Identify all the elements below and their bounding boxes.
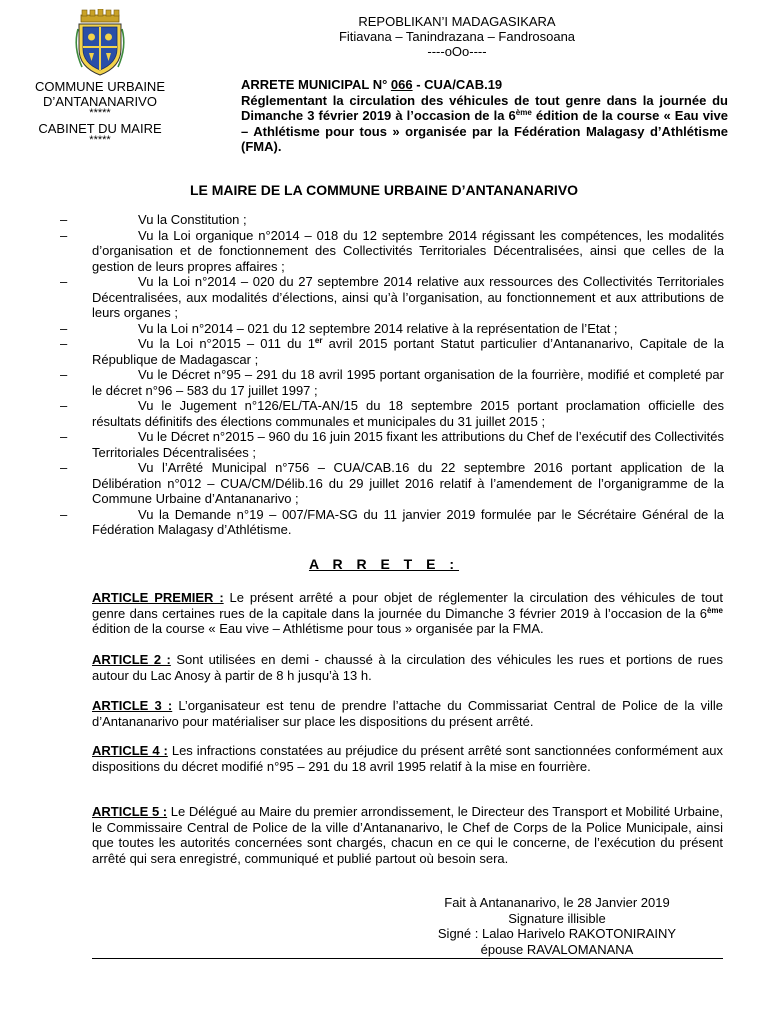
signature-note: Signature illisible xyxy=(508,910,606,926)
article-5 xyxy=(92,804,723,866)
consideration-text: Vu le Décret n°95 – 291 du 18 avril 1995 portant organisation de la fourrière, modifié et completé par le décret n°96 – 583 du 17 juillet 1997 ; xyxy=(92,367,724,398)
commune-name xyxy=(14,79,186,145)
article-4 xyxy=(92,743,723,774)
signatory-spouse: épouse RAVALOMANANA xyxy=(480,941,634,957)
ornament: ----oOo---- xyxy=(427,44,487,59)
republic-header xyxy=(186,14,728,59)
superscript: er xyxy=(314,336,323,345)
article-text: Les infractions constatées au préjudice du présent arrêté sont sanctionnées conformément aux dispositions du décret modifié n°95 – 291 du 18 avril 1995 relatif à la mise en fourrière. xyxy=(92,743,723,774)
list-item xyxy=(60,367,724,398)
article-label: ARTICLE 4 : xyxy=(92,743,168,758)
decree-number-suffix: - CUA/CAB.19 xyxy=(412,77,503,92)
decree-subject-part2: édition de la course « Eau vive – Athlétisme pour tous » organisée par la Fédération Malagasy d’Athlétisme (FMA). xyxy=(241,108,728,154)
decree-title xyxy=(241,77,728,155)
article-2 xyxy=(92,652,723,683)
list-item xyxy=(60,398,724,429)
decree-subject-part1: Réglementant la circulation des véhicules de tout genre dans la journée du Dimanche 3 février 2019 à l’occasion de la 6 xyxy=(241,92,728,123)
dash-bullet: – xyxy=(60,336,68,351)
consideration-text: avril 2015 portant Statut particulier d’Antananarivo, Capitale de la République de Madagascar ; xyxy=(92,336,724,367)
dash-bullet: – xyxy=(60,212,68,227)
dash-bullet: – xyxy=(60,367,68,382)
decree-number: 066 xyxy=(390,77,413,92)
dash-bullet: – xyxy=(60,460,68,475)
consideration-text: Vu le Jugement n°126/EL/TA-AN/15 du 18 septembre 2015 portant proclamation officielle des résultats définitifs des élections communales et municipales du 31 juillet 2015 ; xyxy=(92,398,724,429)
considerations-list xyxy=(60,212,724,538)
consideration-text: Vu le Décret n°2015 – 960 du 16 juin 2015 fixant les attributions du Chef de l’exécutif des Collectivités Territoriales Décentralisées ; xyxy=(92,429,724,460)
cabinet-label: CABINET DU MAIRE xyxy=(38,121,162,136)
arrete-heading-text: A R R E T E : xyxy=(308,556,460,572)
country-name: REPOBLIKAN’I MADAGASIKARA xyxy=(358,14,556,29)
article-text: Sont utilisées en demi - chaussé à la circulation des véhicules les rues et portions de rues autour du Lac Anosy à partir de 8 h jusqu’à 13 h. xyxy=(92,652,723,683)
signatory: Signé : Lalao Harivelo RAKOTONIRAINY xyxy=(437,926,677,941)
dash-bullet: – xyxy=(60,274,68,289)
national-motto: Fitiavana – Tanindrazana – Fandrosoana xyxy=(338,29,576,44)
list-item xyxy=(60,507,724,538)
arrete-heading xyxy=(0,556,768,572)
commune-crest-icon xyxy=(72,9,128,77)
consideration-text: Vu la Loi n°2014 – 020 du 27 septembre 2014 relative aux ressources des Collectivités Territoriales Décentralisées, aux modalités d’élections, ainsi qu’à l’organisation, au fonctionnement et aux attributions de leurs organes ; xyxy=(92,274,724,320)
dash-bullet: – xyxy=(60,320,68,336)
dash-bullet: – xyxy=(60,398,68,413)
decree-number-prefix: ARRETE MUNICIPAL N° xyxy=(241,77,391,92)
article-label: ARTICLE 5 : xyxy=(92,804,168,819)
article-text: édition de la course « Eau vive – Athlétisme pour tous » organisée par la FMA. xyxy=(92,621,544,636)
list-item xyxy=(60,274,724,321)
article-label: ARTICLE PREMIER : xyxy=(92,590,224,605)
signature-block xyxy=(402,895,712,957)
consideration-text: Vu la Constitution ; xyxy=(138,212,247,227)
list-item xyxy=(60,212,724,228)
stars-separator: ***** xyxy=(89,107,111,119)
consideration-text: Vu la Loi organique n°2014 – 018 du 12 septembre 2014 régissant les compétences, les modalités d’organisation et de fonctionnement des Collectivités Territoriales Décentralisées, ainsi que celles de la gestion de leurs propres affaires ; xyxy=(92,227,724,274)
article-text: Le Délégué au Maire du premier arrondissement, le Directeur des Transport et Mobilité Urbaine, le Commissaire Central de Police de la ville d’Antananarivo, le Chef de Corps de la Police Municipale, ainsi que toutes les autorités concernées sont chargés, chacun en ce qui le concerne, de l’exécution du présent arrêté qui sera enregistré, communiqué et publié partout où besoin sera. xyxy=(92,804,723,866)
list-item xyxy=(60,429,724,460)
dash-bullet: – xyxy=(60,506,68,522)
article-label: ARTICLE 2 : xyxy=(92,652,171,667)
list-item xyxy=(60,228,724,275)
dash-bullet: – xyxy=(60,227,68,243)
mayor-heading: LE MAIRE DE LA COMMUNE URBAINE D’ANTANANARIVO xyxy=(189,182,579,198)
article-3 xyxy=(92,698,723,729)
list-item xyxy=(60,336,724,367)
consideration-text: Vu l’Arrêté Municipal n°756 – CUA/CAB.16 du 22 septembre 2016 portant application de la Délibération n°012 – CUA/CM/Délib.16 du 29 juillet 2016 relatif à l’amendement de l’organigramme de la Commune Urbaine d’Antananarivo ; xyxy=(92,460,724,506)
article-text: Le présent arrêté a pour objet de réglementer la circulation des véhicules de tout genre dans certaines rues de la capitale dans la journée du Dimanche 3 février 2019 à l’occasion de la 6 xyxy=(92,590,723,621)
stars-separator: ***** xyxy=(89,134,111,146)
article-1 xyxy=(92,590,723,637)
place-date: Fait à Antananarivo, le 28 Janvier 2019 xyxy=(444,895,670,910)
list-item xyxy=(60,460,724,507)
decree-number-line xyxy=(241,77,728,93)
consideration-text: Vu la Demande n°19 – 007/FMA-SG du 11 janvier 2019 formulée par le Sécrétaire Général de la Fédération Malagasy d’Athlétisme. xyxy=(92,506,724,537)
commune-line1: COMMUNE URBAINE xyxy=(34,79,165,94)
superscript: ème xyxy=(515,108,532,117)
consideration-text: Vu la Loi n°2015 – 011 du 1 xyxy=(138,336,315,351)
consideration-text: Vu la Loi n°2014 – 021 du 12 septembre 2014 relative à la représentation de l’Etat ; xyxy=(138,320,618,336)
article-label: ARTICLE 3 : xyxy=(92,698,173,713)
commune-line2: D’ANTANANARIVO xyxy=(43,94,157,109)
dash-bullet: – xyxy=(60,429,68,444)
decree-subject xyxy=(241,93,728,155)
list-item xyxy=(60,321,724,337)
article-text: L’organisateur est tenu de prendre l’attache du Commissariat Central de Police de la ville d’Antananarivo pour matérialiser sur place les dispositions du présent arrêté. xyxy=(92,698,723,729)
bottom-divider xyxy=(92,958,723,959)
superscript: ème xyxy=(706,605,723,615)
